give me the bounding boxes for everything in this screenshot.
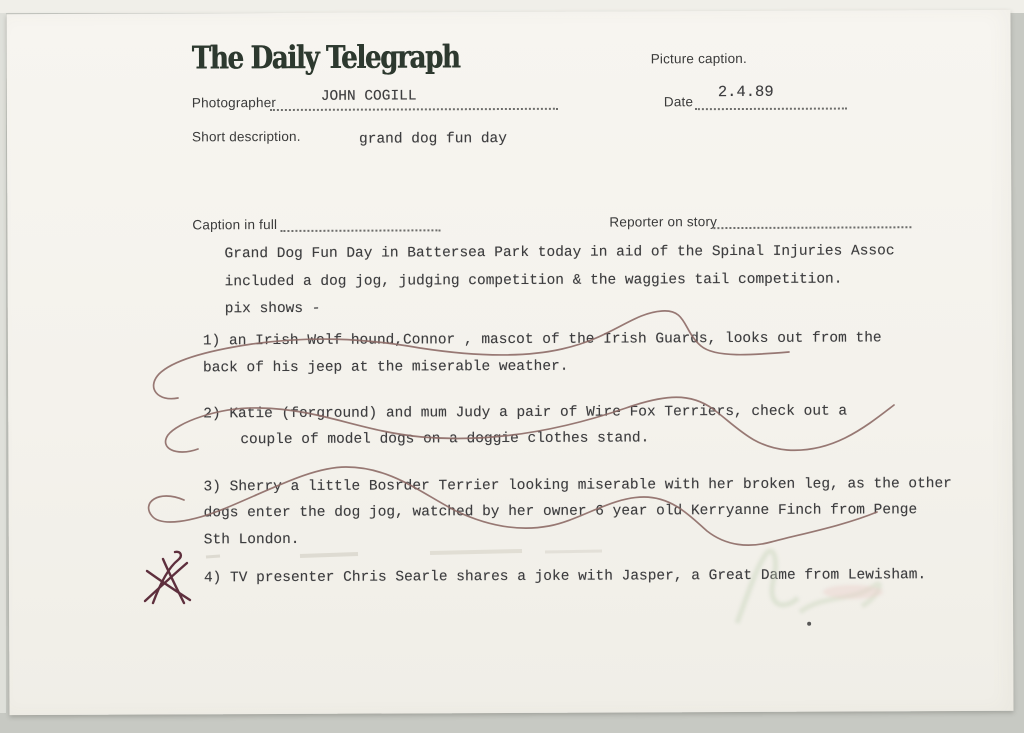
caption-intro-line-1: Grand Dog Fun Day in Battersea Park today in aid of the Spinal Injuries Assoc	[224, 243, 895, 263]
caption-item-3-line-2: dogs enter the dog jog, watched by her owner 6 year old Kerryanne Finch from Penge	[203, 502, 918, 522]
short-description-value: grand dog fun day	[358, 131, 507, 148]
date-value: 2.4.89	[717, 82, 774, 102]
caption-item-3-line-1: 3) Sherry a little Bosrder Terrier looking miserable with her broken leg, as the other	[203, 476, 952, 496]
caption-item-3-line-3: Sth London.	[203, 531, 300, 549]
picture-caption-label: Picture caption.	[650, 50, 747, 67]
reporter-on-story-label: Reporter on story	[609, 214, 718, 230]
date-label: Date	[663, 94, 694, 110]
reporter-on-story-dotted-line	[713, 212, 911, 229]
photographer-label: Photographer	[191, 95, 277, 111]
photographer-value: JOHN COGILL	[320, 88, 417, 105]
caption-item-1-line-1: 1) an Irish Wolf hound,Connor , mascot of the Irish Guards, looks out from the	[202, 330, 882, 350]
caption-in-full-label: Caption in full	[192, 217, 278, 233]
short-description-label: Short description.	[191, 128, 301, 145]
stray-period-mark	[807, 622, 811, 626]
caption-item-2-line-1: 2) Katie (forground) and mum Judy a pair of Wire Fox Terriers, check out a	[203, 403, 848, 423]
caption-item-4-line-1: 4) TV presenter Chris Searle shares a joke with Jasper, a Great Dame from Lewisham.	[203, 567, 927, 587]
caption-form-paper	[6, 10, 1013, 715]
caption-intro-line-2: included a dog jog, judging competition & the waggies tail competition.	[224, 271, 843, 291]
daily-telegraph-masthead: The Daily Telegraph	[191, 38, 460, 77]
photo-print-left-edge	[0, 13, 6, 713]
caption-item-2-line-2: couple of model dogs on a doggie clothes stand.	[240, 430, 650, 449]
caption-intro-line-3: pix shows -	[224, 300, 321, 318]
caption-in-full-dotted-line	[280, 215, 440, 232]
caption-item-1-line-2: back of his jeep at the miserable weather.	[202, 358, 569, 377]
